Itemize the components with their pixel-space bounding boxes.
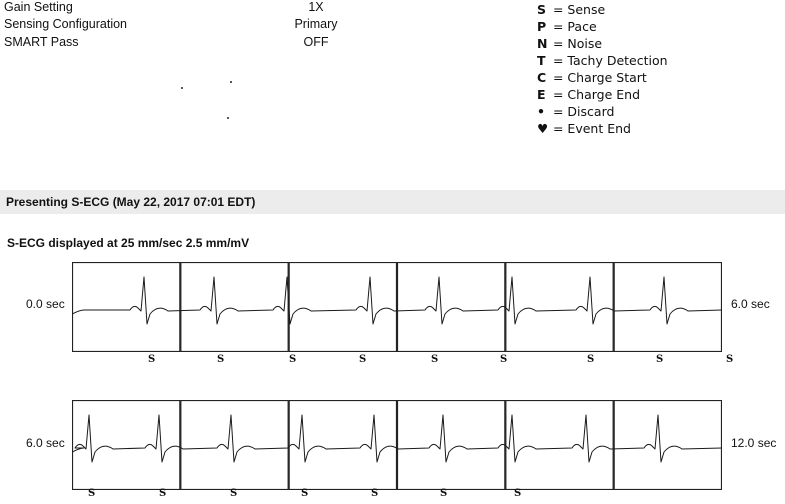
legend-text: = Tachy Detection (552, 53, 668, 68)
bullet-icon: • (537, 104, 545, 119)
ecg-strip-2 (72, 400, 722, 490)
sense-marker: S (726, 354, 734, 365)
strip-2-grid (73, 401, 722, 490)
smart-pass-label: SMART Pass (4, 35, 79, 49)
legend-item-event-end (537, 120, 668, 137)
legend-key: N (537, 36, 548, 51)
legend-item-charge-start (537, 69, 668, 86)
sense-marker: S (359, 354, 367, 365)
legend-key: T (537, 53, 546, 68)
ecg-grid-box (398, 263, 505, 352)
sense-marker: S (587, 354, 595, 365)
sense-marker: S (371, 488, 379, 499)
scan-dot (181, 87, 183, 89)
sense-marker: S (289, 354, 297, 365)
ecg-grid-box (289, 401, 396, 490)
ecg-grid-box (289, 263, 396, 352)
ecg-strip-1 (72, 262, 722, 352)
legend-key: S (537, 2, 547, 17)
strip-1-grid (73, 263, 722, 352)
sense-marker: S (148, 354, 156, 365)
legend-item-tachy (537, 52, 668, 69)
sense-marker: S (431, 354, 439, 365)
section-title: Presenting S-ECG (May 22, 2017 07:01 EDT) (6, 195, 256, 209)
ecg-grid-box (73, 401, 180, 490)
gain-setting-label: Gain Setting (4, 0, 73, 14)
legend-key: E (537, 87, 546, 102)
legend-text: = Noise (552, 36, 603, 51)
sense-marker: S (159, 488, 167, 499)
legend-key: P (537, 19, 547, 34)
legend-item-discard (537, 103, 668, 120)
strip-1-end-label: 6.0 sec (731, 297, 770, 311)
ecg-grid-box (181, 401, 288, 490)
ecg-grid-box (506, 263, 613, 352)
ecg-grid-box (614, 401, 721, 490)
smart-pass-value: OFF (303, 35, 329, 49)
sensing-configuration-label: Sensing Configuration (4, 17, 127, 31)
sense-marker: S (440, 488, 448, 499)
ecg-grid-box (614, 263, 721, 352)
display-info: S-ECG displayed at 25 mm/sec 2.5 mm/mV (7, 236, 250, 250)
scan-dot (230, 81, 232, 83)
strip-1-start-label: 0.0 sec (26, 297, 65, 311)
gain-setting-value: 1X (308, 0, 324, 14)
legend-item-pace (537, 18, 668, 35)
legend-item-noise (537, 35, 668, 52)
sense-marker: S (656, 354, 664, 365)
ecg-grid-box (506, 401, 613, 490)
sensing-configuration-value: Primary (294, 17, 338, 31)
legend-text: = Event End (552, 121, 631, 136)
heart-icon: ♥ (537, 121, 549, 136)
legend-text: = Pace (552, 19, 597, 34)
sense-marker: S (217, 354, 225, 365)
marker-legend (537, 1, 668, 137)
ecg-grid-box (398, 401, 505, 490)
sense-marker: S (230, 488, 238, 499)
legend-item-charge-end (537, 86, 668, 103)
sense-marker: S (514, 488, 522, 499)
legend-text: = Charge End (552, 87, 641, 102)
legend-text: = Sense (552, 2, 606, 17)
sense-marker: S (301, 488, 309, 499)
sense-marker: S (88, 488, 96, 499)
sense-marker: S (500, 354, 508, 365)
strip-2-start-label: 6.0 sec (26, 436, 65, 450)
section-header (0, 190, 785, 214)
legend-key: C (537, 70, 547, 85)
legend-text: = Charge Start (552, 70, 647, 85)
legend-text: = Discard (552, 104, 615, 119)
ecg-grid-box (181, 263, 288, 352)
ecg-grid-box (73, 263, 180, 352)
scan-dot (227, 117, 229, 119)
strip-2-end-label: 12.0 sec (731, 436, 777, 450)
legend-item-sense (537, 1, 668, 18)
